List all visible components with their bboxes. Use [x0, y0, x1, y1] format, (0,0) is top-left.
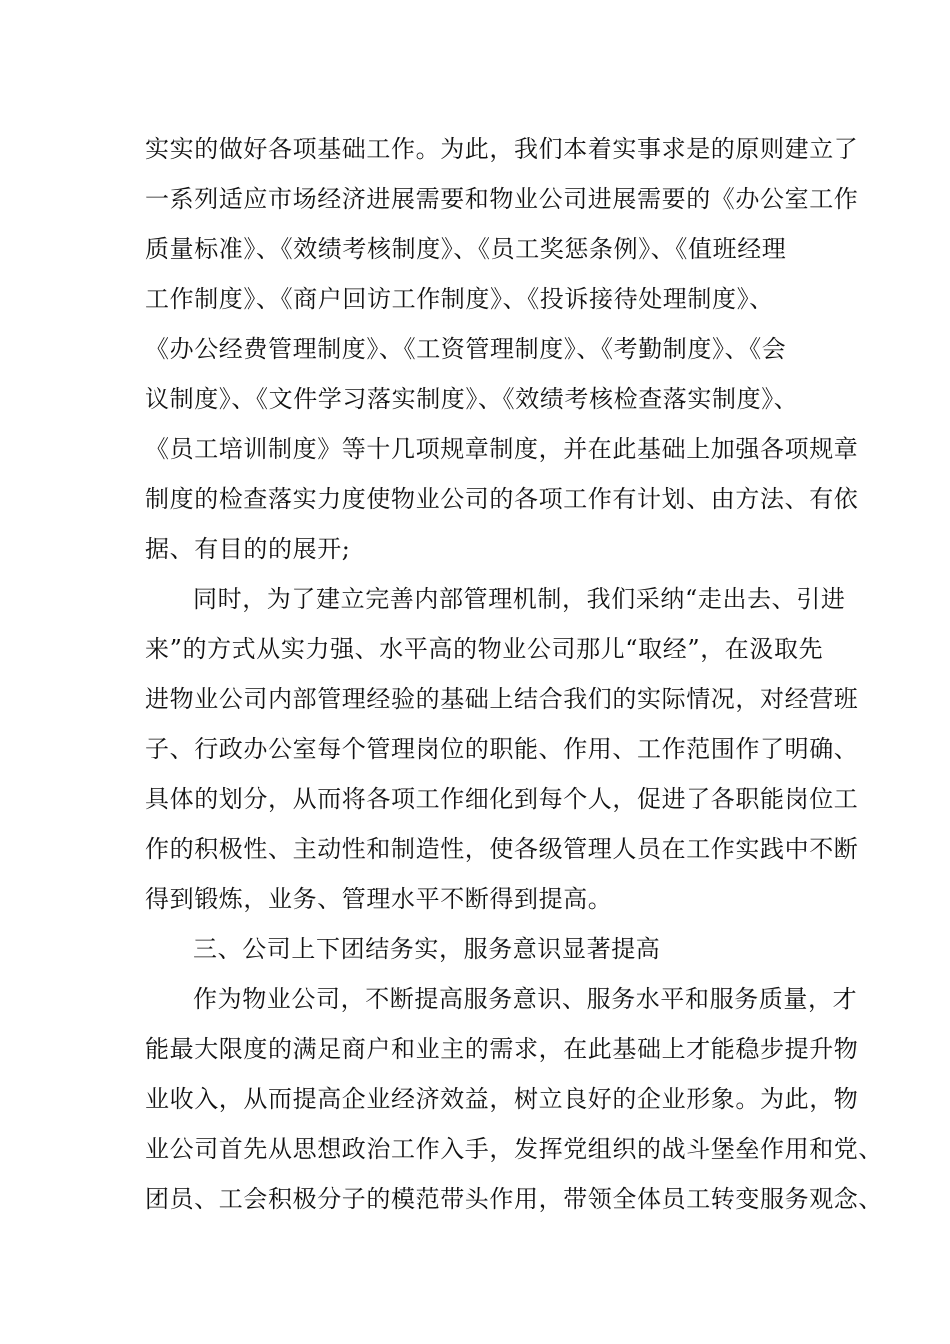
- text-line: 《员工培训制度》等十几项规章制度，并在此基础上加强各项规章: [145, 435, 859, 463]
- text-line: 业收入，从而提高企业经济效益，树立良好的企业形象。为此，物: [145, 1085, 859, 1113]
- text-line: 《办公经费管理制度》、《工资管理制度》、《考勤制度》、《会: [145, 335, 787, 363]
- paragraph-first-line: 作为物业公司，不断提高服务意识、服务水平和服务质量，才: [193, 985, 858, 1013]
- text-line: 具体的划分，从而将各项工作细化到每个人，促进了各职能岗位工: [145, 785, 859, 813]
- text-line: 据、有目的的展开;: [145, 535, 351, 563]
- text-line: 一系列适应市场经济进展需要和物业公司进展需要的《办公室工作: [145, 185, 859, 213]
- text-line: 议制度》、《文件学习落实制度》、《效绩考核检查落实制度》、: [145, 385, 799, 413]
- text-line: 作的积极性、主动性和制造性，使各级管理人员在工作实践中不断: [145, 835, 859, 863]
- text-line: 能最大限度的满足商户和业主的需求，在此基础上才能稳步提升物: [145, 1035, 859, 1063]
- text-line: 质量标准》、《效绩考核制度》、《员工奖惩条例》、《值班经理: [145, 235, 787, 263]
- text-line: 子、行政办公室每个管理岗位的职能、作用、工作范围作了明确、: [145, 735, 859, 763]
- paragraph-first-line: 同时，为了建立完善内部管理机制，我们采纳“走出去、引进: [193, 585, 846, 613]
- section-heading: 三、公司上下团结务实，服务意识显著提高: [193, 935, 661, 963]
- text-line: 团员、工会积极分子的模范带头作用，带领全体员工转变服务观念、: [145, 1185, 883, 1213]
- text-line: 工作制度》、《商户回访工作制度》、《投诉接待处理制度》、: [145, 285, 774, 313]
- text-line: 业公司首先从思想政治工作入手，发挥党组织的战斗堡垒作用和党、: [145, 1135, 883, 1163]
- text-line: 实实的做好各项基础工作。为此，我们本着实事求是的原则建立了: [145, 135, 859, 163]
- text-line: 来”的方式从实力强、水平高的物业公司那儿“取经”，在汲取先: [145, 635, 824, 663]
- text-line: 进物业公司内部管理经验的基础上结合我们的实际情况，对经营班: [145, 685, 859, 713]
- text-line: 制度的检查落实力度使物业公司的各项工作有计划、由方法、有依: [145, 485, 859, 513]
- text-line: 得到锻炼，业务、管理水平不断得到提高。: [145, 885, 613, 913]
